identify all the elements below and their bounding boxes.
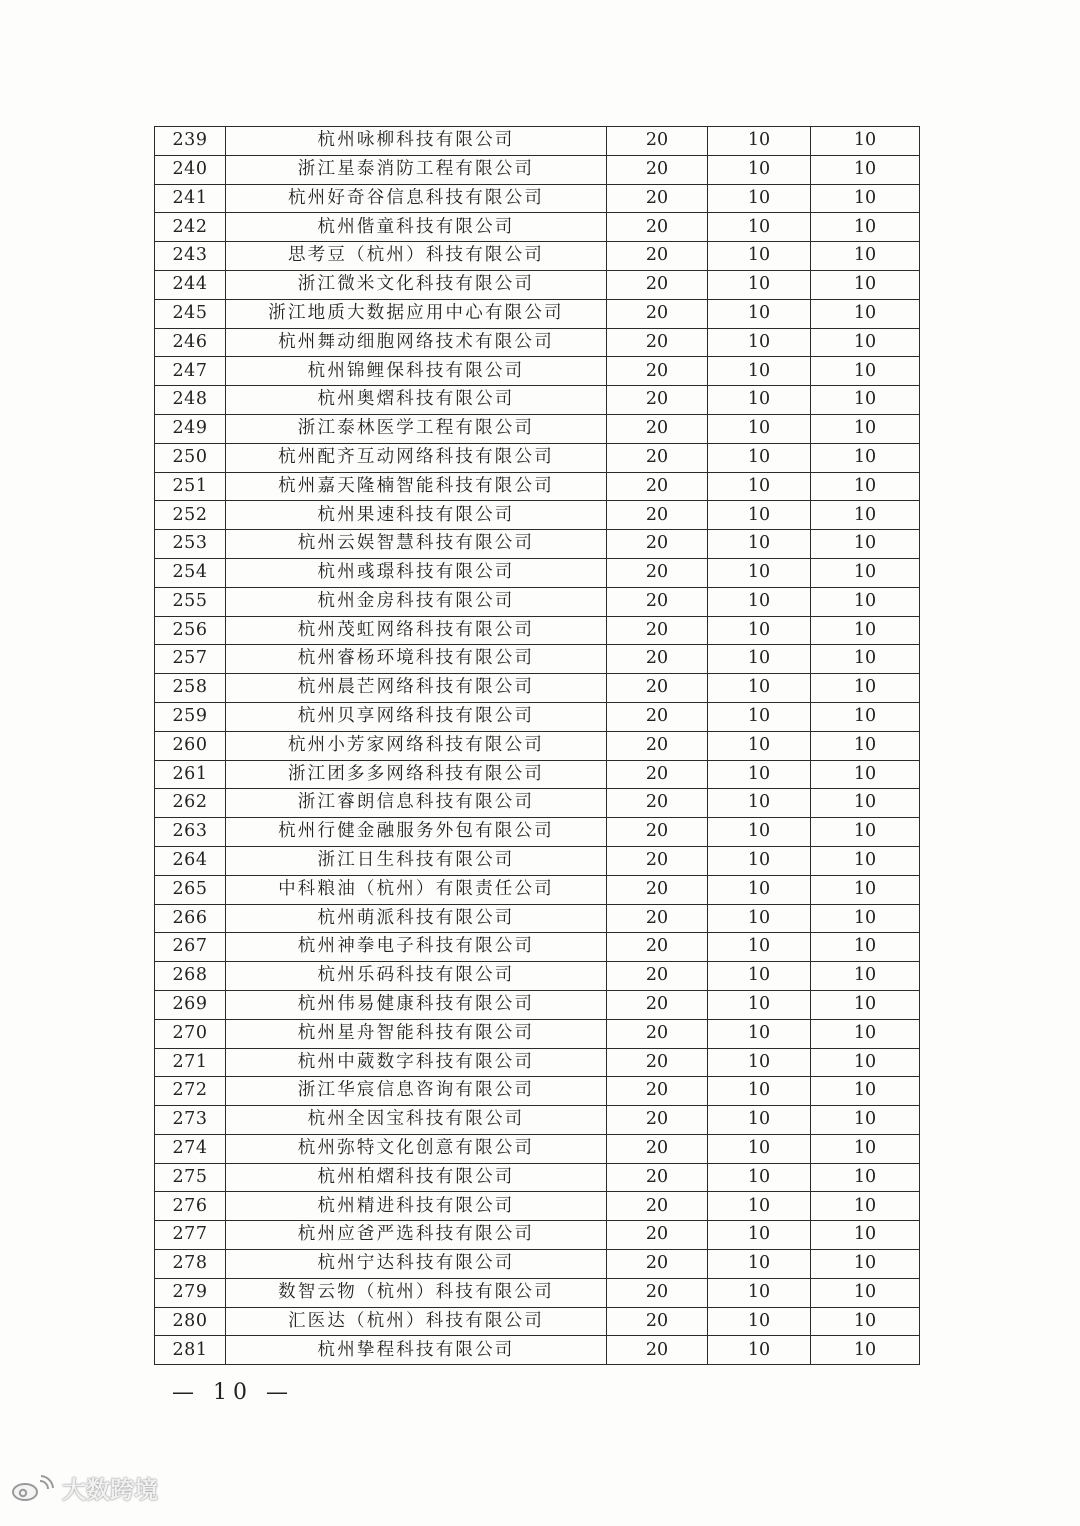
row-number-cell: 278 (155, 1250, 226, 1279)
company-name-cell: 汇医达（杭州）科技有限公司 (226, 1307, 607, 1336)
value-b-cell: 10 (708, 1106, 811, 1135)
value-c-cell: 10 (811, 443, 920, 472)
company-name-cell: 杭州行健金融服务外包有限公司 (226, 818, 607, 847)
value-c-cell: 10 (811, 645, 920, 674)
company-name-cell: 杭州全因宝科技有限公司 (226, 1106, 607, 1135)
table-row (155, 213, 920, 242)
row-number-cell: 249 (155, 414, 226, 443)
value-b-cell: 10 (708, 530, 811, 559)
value-c-cell: 10 (811, 558, 920, 587)
value-c-cell: 10 (811, 933, 920, 962)
table-row (155, 789, 920, 818)
company-name-cell: 浙江睿朗信息科技有限公司 (226, 789, 607, 818)
value-a-cell: 20 (607, 846, 708, 875)
value-c-cell: 10 (811, 270, 920, 299)
company-name-cell: 杭州伟易健康科技有限公司 (226, 990, 607, 1019)
value-b-cell: 10 (708, 328, 811, 357)
value-a-cell: 20 (607, 1077, 708, 1106)
company-name-cell: 杭州晨芒网络科技有限公司 (226, 674, 607, 703)
value-a-cell: 20 (607, 414, 708, 443)
row-number-cell: 242 (155, 213, 226, 242)
table-row (155, 645, 920, 674)
table-row (155, 1106, 920, 1135)
value-b-cell: 10 (708, 875, 811, 904)
table-row (155, 1336, 920, 1365)
value-a-cell: 20 (607, 443, 708, 472)
row-number-cell: 244 (155, 270, 226, 299)
value-a-cell: 20 (607, 760, 708, 789)
value-a-cell: 20 (607, 242, 708, 271)
company-name-cell: 杭州云娱智慧科技有限公司 (226, 530, 607, 559)
row-number-cell: 277 (155, 1221, 226, 1250)
value-b-cell: 10 (708, 1163, 811, 1192)
value-b-cell: 10 (708, 242, 811, 271)
table-row (155, 702, 920, 731)
company-table (154, 126, 920, 1365)
value-b-cell: 10 (708, 155, 811, 184)
row-number-cell: 261 (155, 760, 226, 789)
row-number-cell: 240 (155, 155, 226, 184)
table-row (155, 530, 920, 559)
value-a-cell: 20 (607, 1163, 708, 1192)
value-b-cell: 10 (708, 472, 811, 501)
value-c-cell: 10 (811, 1221, 920, 1250)
value-b-cell: 10 (708, 213, 811, 242)
value-c-cell: 10 (811, 184, 920, 213)
value-b-cell: 10 (708, 587, 811, 616)
row-number-cell: 272 (155, 1077, 226, 1106)
row-number-cell: 253 (155, 530, 226, 559)
value-c-cell: 10 (811, 127, 920, 156)
row-number-cell: 239 (155, 127, 226, 156)
company-name-cell: 杭州果速科技有限公司 (226, 501, 607, 530)
value-a-cell: 20 (607, 1307, 708, 1336)
company-name-cell: 杭州应爸严选科技有限公司 (226, 1221, 607, 1250)
value-c-cell: 10 (811, 213, 920, 242)
table-row (155, 760, 920, 789)
value-c-cell: 10 (811, 1250, 920, 1279)
value-c-cell: 10 (811, 1048, 920, 1077)
value-c-cell: 10 (811, 962, 920, 991)
company-name-cell: 杭州贝享网络科技有限公司 (226, 702, 607, 731)
value-b-cell: 10 (708, 299, 811, 328)
value-a-cell: 20 (607, 962, 708, 991)
table-row (155, 443, 920, 472)
value-c-cell: 10 (811, 328, 920, 357)
value-a-cell: 20 (607, 530, 708, 559)
value-b-cell: 10 (708, 1307, 811, 1336)
row-number-cell: 268 (155, 962, 226, 991)
table-row (155, 674, 920, 703)
value-a-cell: 20 (607, 1134, 708, 1163)
company-name-cell: 杭州金房科技有限公司 (226, 587, 607, 616)
value-a-cell: 20 (607, 184, 708, 213)
value-c-cell: 10 (811, 472, 920, 501)
value-b-cell: 10 (708, 731, 811, 760)
table-row (155, 558, 920, 587)
value-a-cell: 20 (607, 1106, 708, 1135)
watermark (10, 1470, 158, 1505)
company-name-cell: 杭州偕童科技有限公司 (226, 213, 607, 242)
row-number-cell: 250 (155, 443, 226, 472)
value-c-cell: 10 (811, 1106, 920, 1135)
value-a-cell: 20 (607, 789, 708, 818)
value-a-cell: 20 (607, 702, 708, 731)
table-row (155, 1307, 920, 1336)
company-name-cell: 杭州星舟智能科技有限公司 (226, 1019, 607, 1048)
row-number-cell: 258 (155, 674, 226, 703)
value-a-cell: 20 (607, 674, 708, 703)
table-row (155, 1163, 920, 1192)
value-a-cell: 20 (607, 328, 708, 357)
value-c-cell: 10 (811, 1278, 920, 1307)
value-a-cell: 20 (607, 616, 708, 645)
company-name-cell: 杭州锦鲤保科技有限公司 (226, 357, 607, 386)
value-a-cell: 20 (607, 1336, 708, 1365)
company-name-cell: 杭州好奇谷信息科技有限公司 (226, 184, 607, 213)
row-number-cell: 280 (155, 1307, 226, 1336)
company-name-cell: 杭州乐码科技有限公司 (226, 962, 607, 991)
value-c-cell: 10 (811, 299, 920, 328)
value-a-cell: 20 (607, 731, 708, 760)
row-number-cell: 276 (155, 1192, 226, 1221)
company-name-cell: 杭州弥特文化创意有限公司 (226, 1134, 607, 1163)
value-b-cell: 10 (708, 127, 811, 156)
row-number-cell: 252 (155, 501, 226, 530)
table-row (155, 962, 920, 991)
company-name-cell: 杭州挚程科技有限公司 (226, 1336, 607, 1365)
table-row (155, 904, 920, 933)
value-a-cell: 20 (607, 357, 708, 386)
table-row (155, 731, 920, 760)
value-a-cell: 20 (607, 155, 708, 184)
company-name-cell: 杭州咏柳科技有限公司 (226, 127, 607, 156)
value-a-cell: 20 (607, 472, 708, 501)
value-a-cell: 20 (607, 587, 708, 616)
company-name-cell: 杭州舞动细胞网络技术有限公司 (226, 328, 607, 357)
value-b-cell: 10 (708, 1221, 811, 1250)
value-b-cell: 10 (708, 962, 811, 991)
company-name-cell: 杭州中葳数字科技有限公司 (226, 1048, 607, 1077)
value-b-cell: 10 (708, 990, 811, 1019)
value-b-cell: 10 (708, 1192, 811, 1221)
row-number-cell: 262 (155, 789, 226, 818)
value-a-cell: 20 (607, 1192, 708, 1221)
company-name-cell: 思考豆（杭州）科技有限公司 (226, 242, 607, 271)
value-b-cell: 10 (708, 789, 811, 818)
value-c-cell: 10 (811, 1019, 920, 1048)
value-a-cell: 20 (607, 1221, 708, 1250)
company-name-cell: 浙江华宸信息咨询有限公司 (226, 1077, 607, 1106)
company-name-cell: 杭州神拳电子科技有限公司 (226, 933, 607, 962)
table-row (155, 242, 920, 271)
page-number: — 10 — (172, 1380, 294, 1405)
table-row (155, 184, 920, 213)
table-row (155, 357, 920, 386)
value-b-cell: 10 (708, 1077, 811, 1106)
value-b-cell: 10 (708, 1250, 811, 1279)
row-number-cell: 263 (155, 818, 226, 847)
company-name-cell: 杭州宁达科技有限公司 (226, 1250, 607, 1279)
row-number-cell: 248 (155, 386, 226, 415)
value-a-cell: 20 (607, 213, 708, 242)
row-number-cell: 269 (155, 990, 226, 1019)
row-number-cell: 270 (155, 1019, 226, 1048)
value-c-cell: 10 (811, 674, 920, 703)
value-b-cell: 10 (708, 1048, 811, 1077)
company-name-cell: 浙江星泰消防工程有限公司 (226, 155, 607, 184)
value-a-cell: 20 (607, 1048, 708, 1077)
row-number-cell: 241 (155, 184, 226, 213)
table-row (155, 1192, 920, 1221)
table-row (155, 875, 920, 904)
company-name-cell: 杭州柏熠科技有限公司 (226, 1163, 607, 1192)
company-name-cell: 浙江微米文化科技有限公司 (226, 270, 607, 299)
row-number-cell: 273 (155, 1106, 226, 1135)
company-name-cell: 杭州嘉天隆楠智能科技有限公司 (226, 472, 607, 501)
value-c-cell: 10 (811, 1163, 920, 1192)
table-row (155, 818, 920, 847)
value-c-cell: 10 (811, 587, 920, 616)
table-row (155, 616, 920, 645)
table-row (155, 990, 920, 1019)
value-c-cell: 10 (811, 1336, 920, 1365)
company-name-cell: 杭州小芳家网络科技有限公司 (226, 731, 607, 760)
table-row (155, 472, 920, 501)
row-number-cell: 267 (155, 933, 226, 962)
company-name-cell: 杭州精进科技有限公司 (226, 1192, 607, 1221)
value-c-cell: 10 (811, 760, 920, 789)
value-c-cell: 10 (811, 875, 920, 904)
value-a-cell: 20 (607, 990, 708, 1019)
value-a-cell: 20 (607, 127, 708, 156)
row-number-cell: 271 (155, 1048, 226, 1077)
value-a-cell: 20 (607, 558, 708, 587)
value-a-cell: 20 (607, 270, 708, 299)
table-row (155, 270, 920, 299)
row-number-cell: 275 (155, 1163, 226, 1192)
company-name-cell: 浙江团多多网络科技有限公司 (226, 760, 607, 789)
row-number-cell: 255 (155, 587, 226, 616)
row-number-cell: 266 (155, 904, 226, 933)
value-c-cell: 10 (811, 1134, 920, 1163)
value-b-cell: 10 (708, 904, 811, 933)
value-b-cell: 10 (708, 674, 811, 703)
row-number-cell: 264 (155, 846, 226, 875)
table-row (155, 1048, 920, 1077)
row-number-cell: 254 (155, 558, 226, 587)
value-a-cell: 20 (607, 501, 708, 530)
value-c-cell: 10 (811, 616, 920, 645)
value-b-cell: 10 (708, 386, 811, 415)
value-a-cell: 20 (607, 933, 708, 962)
row-number-cell: 247 (155, 357, 226, 386)
value-b-cell: 10 (708, 933, 811, 962)
value-b-cell: 10 (708, 702, 811, 731)
company-name-cell: 浙江日生科技有限公司 (226, 846, 607, 875)
row-number-cell: 279 (155, 1278, 226, 1307)
company-name-cell: 浙江地质大数据应用中心有限公司 (226, 299, 607, 328)
table-row (155, 1250, 920, 1279)
row-number-cell: 245 (155, 299, 226, 328)
value-b-cell: 10 (708, 414, 811, 443)
row-number-cell: 265 (155, 875, 226, 904)
value-b-cell: 10 (708, 616, 811, 645)
company-name-cell: 杭州萌派科技有限公司 (226, 904, 607, 933)
table-row (155, 328, 920, 357)
value-b-cell: 10 (708, 1278, 811, 1307)
table-body (155, 127, 920, 1365)
value-b-cell: 10 (708, 1336, 811, 1365)
company-name-cell: 浙江泰林医学工程有限公司 (226, 414, 607, 443)
value-a-cell: 20 (607, 1278, 708, 1307)
table-row (155, 1134, 920, 1163)
row-number-cell: 260 (155, 731, 226, 760)
row-number-cell: 259 (155, 702, 226, 731)
value-a-cell: 20 (607, 875, 708, 904)
value-a-cell: 20 (607, 1019, 708, 1048)
table-row (155, 1077, 920, 1106)
table-row (155, 846, 920, 875)
company-name-cell: 杭州睿杨环境科技有限公司 (226, 645, 607, 674)
value-a-cell: 20 (607, 904, 708, 933)
row-number-cell: 256 (155, 616, 226, 645)
table-row (155, 1278, 920, 1307)
company-name-cell: 杭州茂虹网络科技有限公司 (226, 616, 607, 645)
table-row (155, 933, 920, 962)
value-c-cell: 10 (811, 846, 920, 875)
row-number-cell: 251 (155, 472, 226, 501)
value-b-cell: 10 (708, 184, 811, 213)
table-row (155, 501, 920, 530)
value-c-cell: 10 (811, 1192, 920, 1221)
value-a-cell: 20 (607, 1250, 708, 1279)
value-b-cell: 10 (708, 443, 811, 472)
company-name-cell: 数智云物（杭州）科技有限公司 (226, 1278, 607, 1307)
company-name-cell: 杭州配齐互动网络科技有限公司 (226, 443, 607, 472)
value-b-cell: 10 (708, 645, 811, 674)
value-c-cell: 10 (811, 414, 920, 443)
value-b-cell: 10 (708, 818, 811, 847)
row-number-cell: 243 (155, 242, 226, 271)
value-b-cell: 10 (708, 760, 811, 789)
value-c-cell: 10 (811, 1077, 920, 1106)
value-a-cell: 20 (607, 818, 708, 847)
value-a-cell: 20 (607, 645, 708, 674)
table-row (155, 386, 920, 415)
value-a-cell: 20 (607, 386, 708, 415)
value-c-cell: 10 (811, 530, 920, 559)
row-number-cell: 257 (155, 645, 226, 674)
value-b-cell: 10 (708, 270, 811, 299)
value-c-cell: 10 (811, 789, 920, 818)
value-c-cell: 10 (811, 1307, 920, 1336)
value-b-cell: 10 (708, 558, 811, 587)
value-c-cell: 10 (811, 357, 920, 386)
value-c-cell: 10 (811, 731, 920, 760)
value-b-cell: 10 (708, 501, 811, 530)
weibo-logo-icon (10, 1473, 56, 1503)
value-c-cell: 10 (811, 702, 920, 731)
value-b-cell: 10 (708, 1019, 811, 1048)
table-row (155, 1221, 920, 1250)
value-c-cell: 10 (811, 818, 920, 847)
table-row (155, 127, 920, 156)
table-row (155, 155, 920, 184)
value-b-cell: 10 (708, 846, 811, 875)
value-c-cell: 10 (811, 155, 920, 184)
watermark-text: 大数跨境 (62, 1476, 158, 1504)
table-row (155, 414, 920, 443)
value-c-cell: 10 (811, 242, 920, 271)
row-number-cell: 246 (155, 328, 226, 357)
row-number-cell: 281 (155, 1336, 226, 1365)
value-c-cell: 10 (811, 386, 920, 415)
company-name-cell: 中科粮油（杭州）有限责任公司 (226, 875, 607, 904)
value-a-cell: 20 (607, 299, 708, 328)
value-c-cell: 10 (811, 904, 920, 933)
company-name-cell: 杭州奥熠科技有限公司 (226, 386, 607, 415)
row-number-cell: 274 (155, 1134, 226, 1163)
table-row (155, 587, 920, 616)
company-name-cell: 杭州彧璟科技有限公司 (226, 558, 607, 587)
table-row (155, 299, 920, 328)
table-row (155, 1019, 920, 1048)
value-c-cell: 10 (811, 501, 920, 530)
value-b-cell: 10 (708, 1134, 811, 1163)
value-b-cell: 10 (708, 357, 811, 386)
value-c-cell: 10 (811, 990, 920, 1019)
